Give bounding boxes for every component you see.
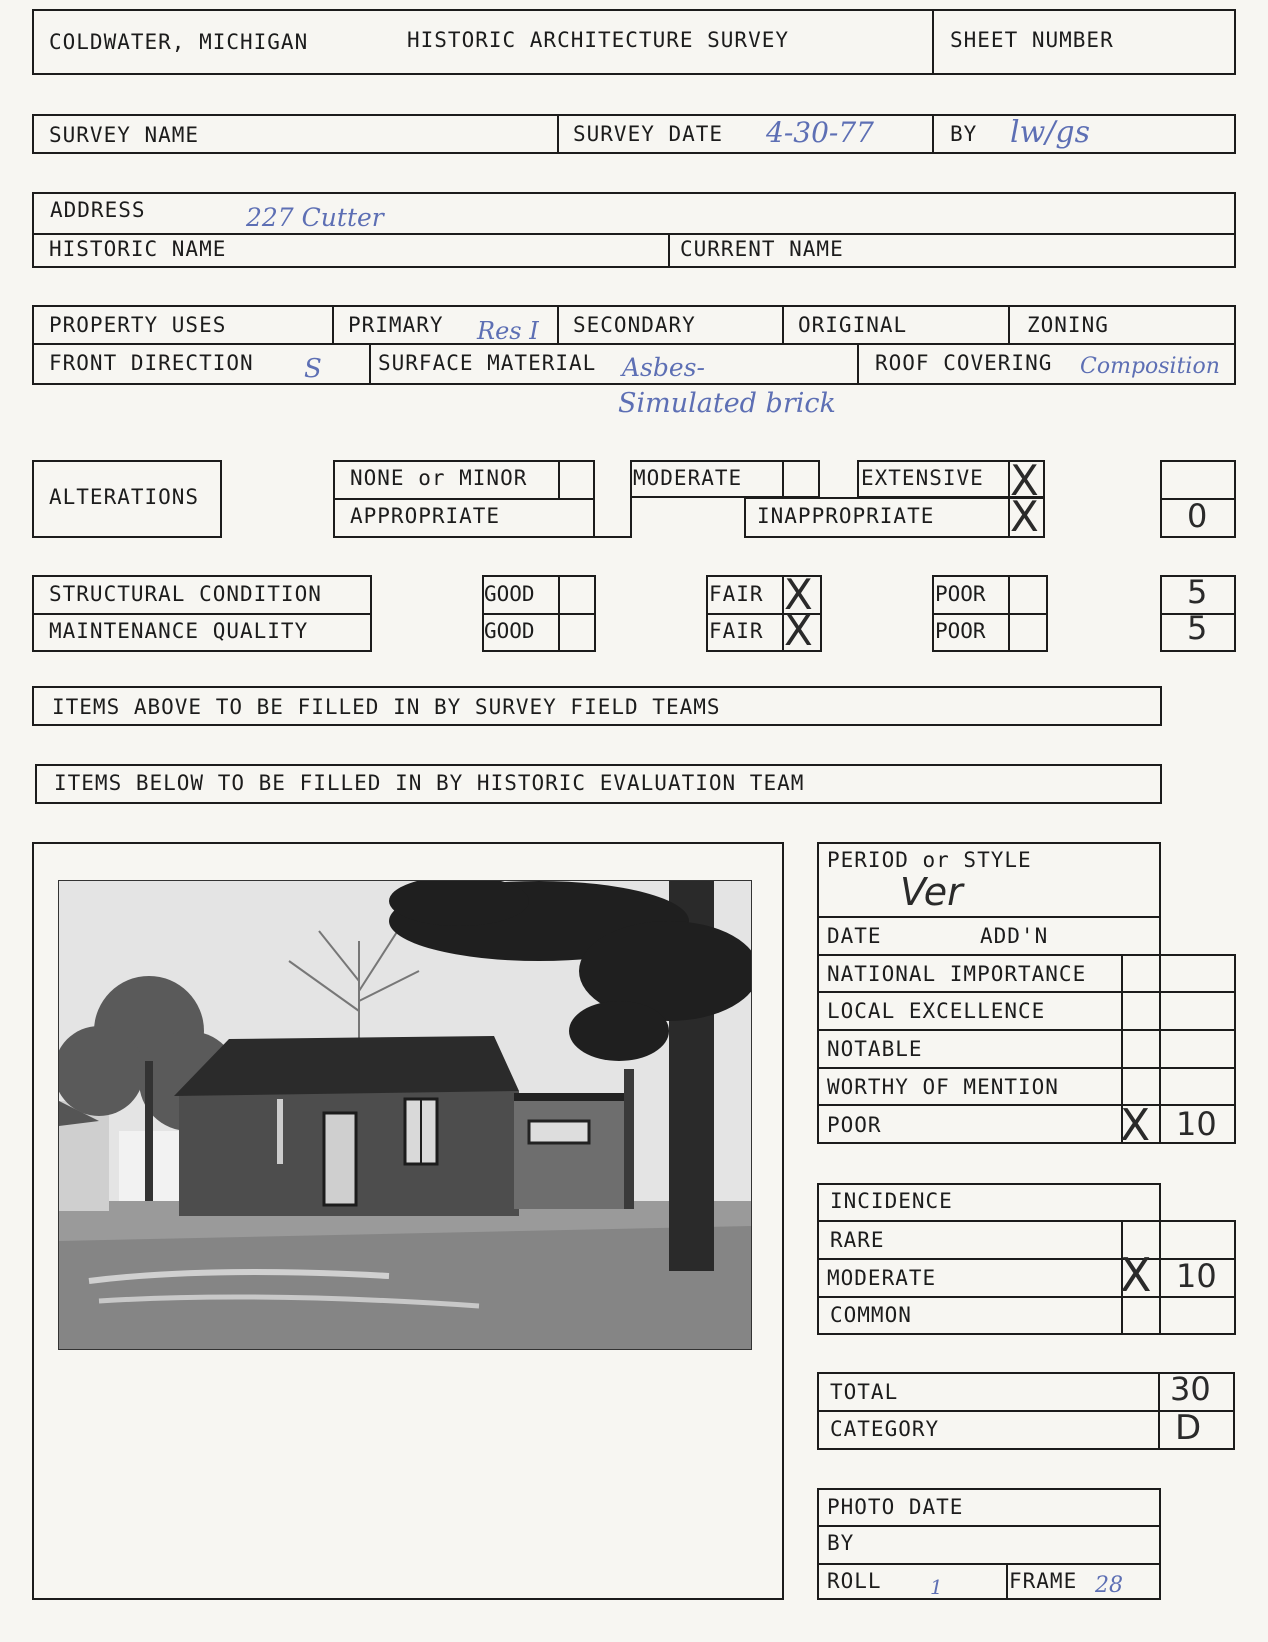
period-poor-score: 10	[1176, 1105, 1217, 1143]
good-vline	[558, 575, 560, 652]
fair-maintenance: FAIR	[709, 619, 764, 643]
incidence-hline-4	[817, 1333, 1235, 1335]
roof-covering-label: ROOF COVERING	[875, 351, 1053, 375]
historic-name-label: HISTORIC NAME	[49, 237, 227, 261]
fair-structural: FAIR	[709, 582, 764, 606]
incidence-hline-2	[817, 1258, 1235, 1260]
worthy-of-mention: WORTHY OF MENTION	[827, 1075, 1059, 1099]
period-hline-7	[817, 1142, 1235, 1144]
note-above: ITEMS ABOVE TO BE FILLED IN BY SURVEY FIELD TEAMS	[52, 695, 721, 719]
roof-covering-value: Composition	[1080, 354, 1220, 379]
alt-none-minor: NONE or MINOR	[350, 466, 528, 490]
address-value: 227 Cutter	[246, 203, 384, 232]
prop-div-6	[857, 343, 859, 385]
category-label: CATEGORY	[830, 1417, 940, 1441]
incidence-rare: RARE	[830, 1228, 885, 1252]
period-hline-5	[817, 1067, 1235, 1069]
front-direction-label: FRONT DIRECTION	[49, 351, 254, 375]
surface-material-value-2: Simulated brick	[618, 388, 836, 419]
frame-value: 28	[1095, 1573, 1123, 1598]
photo-info-hline-1	[817, 1525, 1161, 1527]
survey-by-label: BY	[950, 122, 978, 146]
surface-material-label: SURFACE MATERIAL	[378, 351, 597, 375]
period-hline-3	[817, 991, 1235, 993]
good-hline	[482, 613, 596, 615]
period-label: PERIOD or STYLE	[827, 848, 1032, 872]
frame-label: FRAME	[1009, 1569, 1078, 1593]
structural-label: STRUCTURAL CONDITION	[49, 582, 322, 606]
period-hline-4	[817, 1029, 1235, 1031]
alt-score: 0	[1187, 497, 1208, 535]
alt-inappropriate-mark: X	[1010, 492, 1039, 541]
alt-moderate-cell	[782, 460, 784, 498]
date-label: DATE	[827, 924, 882, 948]
incidence-moderate-mark: X	[1120, 1248, 1152, 1302]
poor-vline	[1008, 575, 1010, 652]
totals-hline	[817, 1410, 1235, 1412]
period-hline-1	[817, 916, 1161, 918]
alt-none-hline	[333, 498, 595, 500]
period-value: Ver	[900, 870, 963, 914]
alt-moderate: MODERATE	[633, 466, 743, 490]
fair-maintenance-mark: X	[784, 606, 813, 655]
maintenance-label: MAINTENANCE QUALITY	[49, 619, 309, 643]
survey-divider-2	[932, 114, 934, 154]
totals-vline	[1158, 1372, 1160, 1450]
photo-info-hline-2	[817, 1563, 1161, 1565]
good-maintenance: GOOD	[484, 619, 535, 643]
poor-structural: POOR	[935, 582, 986, 606]
addn-label: ADD'N	[980, 924, 1049, 948]
incidence-hline-3	[817, 1296, 1235, 1298]
survey-date-label: SURVEY DATE	[573, 122, 724, 146]
photo-by-label: BY	[827, 1531, 855, 1555]
national-importance: NATIONAL IMPORTANCE	[827, 962, 1087, 986]
city-label: COLDWATER, MICHIGAN	[49, 30, 309, 54]
incidence-common: COMMON	[830, 1303, 912, 1327]
structural-score: 5	[1187, 573, 1208, 611]
sheet-number-label: SHEET NUMBER	[950, 28, 1114, 52]
maintenance-score: 5	[1187, 609, 1208, 647]
prop-div-1	[332, 305, 334, 344]
front-direction-value: S	[304, 354, 322, 384]
alt-inappropriate: INAPPROPRIATE	[757, 504, 935, 528]
total-label: TOTAL	[830, 1380, 899, 1404]
alt-none-cell	[558, 460, 560, 498]
prop-div-2	[557, 305, 559, 344]
photo-info-vline	[1006, 1563, 1008, 1600]
note-below: ITEMS BELOW TO BE FILLED IN BY HISTORIC EVALUATION TEAM	[54, 771, 805, 795]
period-vline-2	[1234, 954, 1236, 1144]
secondary-label: SECONDARY	[573, 313, 696, 337]
alt-extensive-mark: X	[1010, 456, 1039, 505]
category-value: D	[1175, 1408, 1202, 1448]
period-poor: POOR	[827, 1113, 882, 1137]
header-divider	[932, 9, 934, 75]
incidence-vline-2	[1234, 1220, 1236, 1335]
notable: NOTABLE	[827, 1037, 923, 1061]
fair-structural-mark: X	[784, 570, 813, 619]
condition-hline	[32, 613, 372, 615]
address-label: ADDRESS	[50, 198, 146, 222]
survey-name-label: SURVEY NAME	[49, 123, 200, 147]
alt-extensive: EXTENSIVE	[861, 466, 984, 490]
incidence-moderate: MODERATE	[827, 1266, 937, 1290]
prop-div-5	[369, 343, 371, 385]
primary-value: Res I	[477, 317, 539, 345]
survey-by-value: lw/gs	[1010, 115, 1090, 150]
original-label: ORIGINAL	[798, 313, 908, 337]
property-uses-label: PROPERTY USES	[49, 313, 227, 337]
survey-title: HISTORIC ARCHITECTURE SURVEY	[407, 28, 790, 52]
roll-label: ROLL	[827, 1569, 882, 1593]
good-structural: GOOD	[484, 582, 535, 606]
prop-div-4	[1008, 305, 1010, 344]
survey-date-value: 4-30-77	[766, 116, 874, 149]
local-excellence: LOCAL EXCELLENCE	[827, 999, 1046, 1023]
primary-label: PRIMARY	[348, 313, 444, 337]
house-photo	[58, 880, 752, 1350]
address-hline	[32, 233, 1236, 235]
period-poor-mark: X	[1120, 1100, 1151, 1151]
current-name-label: CURRENT NAME	[680, 237, 844, 261]
alt-link-2	[594, 536, 632, 538]
incidence-hline-1	[817, 1220, 1235, 1222]
survey-divider-1	[557, 114, 559, 154]
poor-maintenance: POOR	[935, 619, 986, 643]
period-hline-6	[817, 1104, 1235, 1106]
surface-material-value: Asbes-	[622, 353, 705, 382]
incidence-label: INCIDENCE	[830, 1189, 953, 1213]
property-hline	[32, 343, 1236, 345]
alt-link-1	[630, 497, 632, 538]
period-hline-2	[817, 954, 1235, 956]
poor-hline	[932, 613, 1048, 615]
prop-div-3	[782, 305, 784, 344]
alterations-label: ALTERATIONS	[49, 485, 200, 509]
alt-appropriate: APPROPRIATE	[350, 504, 501, 528]
zoning-label: ZONING	[1027, 313, 1109, 337]
incidence-moderate-score: 10	[1176, 1257, 1217, 1295]
roll-value: 1	[930, 1575, 943, 1599]
photo-date-label: PHOTO DATE	[827, 1495, 964, 1519]
total-value: 30	[1170, 1370, 1211, 1408]
address-divider	[668, 233, 670, 268]
